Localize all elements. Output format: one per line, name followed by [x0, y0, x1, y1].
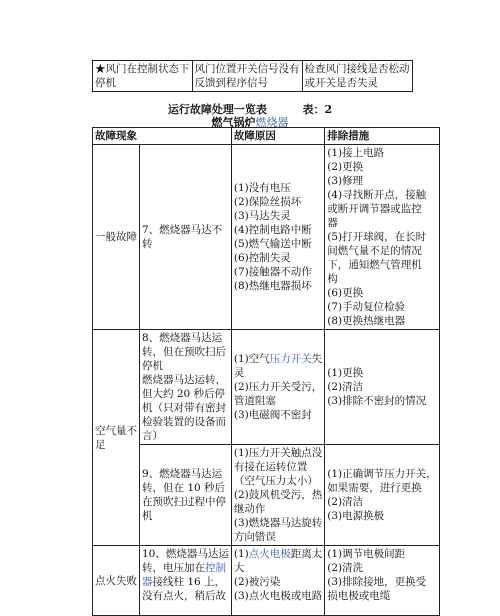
header-measure: 排除措施	[325, 128, 439, 145]
cell-line: (2)更换	[327, 161, 364, 173]
cause-text: 失	[311, 353, 323, 365]
cell-line	[234, 547, 322, 561]
cell-line: (1)没有电压	[233, 182, 291, 194]
cell-line: (3)电磁阀不密封	[233, 409, 312, 421]
fault-phenomenon-cell	[93, 61, 193, 92]
fault-cause-cell	[192, 61, 302, 92]
cell-line: (3)点火电极或电路	[233, 590, 323, 602]
cell-line: 风门位置开关信号没有	[194, 63, 300, 75]
table-row	[93, 330, 440, 445]
cell-line: (1)压力开关触点没	[233, 447, 323, 459]
cell-line: 反馈到程序信号	[194, 77, 268, 89]
cell-line: (7)接触器不动作	[233, 266, 312, 278]
header-row	[93, 128, 440, 145]
cell-line: (8)更换热继电器	[327, 315, 406, 327]
cell-line: (2)鼓风机受污，热	[233, 489, 323, 501]
cell-line: (6)更换	[327, 287, 364, 299]
cell-line: 点火失败	[95, 574, 137, 587]
measure-cell	[325, 546, 439, 616]
cell-line: 9、燃烧器马达运	[142, 468, 223, 480]
cell-line: (2)清洁	[327, 496, 364, 508]
cell-line: (3)燃烧器马达旋转	[233, 517, 323, 529]
sub-phenomenon-cell	[140, 546, 232, 616]
cell-line: (1)更换	[327, 367, 364, 379]
sub-text: 转，电压加在	[142, 562, 205, 574]
cell-line: 转	[142, 238, 153, 250]
cell-line: (3)马达失灵	[233, 210, 291, 222]
cell-line: 8、燃烧器马达运	[142, 332, 223, 344]
cell-line: (2)被污染	[233, 576, 281, 588]
burner-link[interactable]: 燃烧器	[255, 116, 289, 129]
cause-text: (1)	[233, 548, 249, 560]
table-row	[93, 61, 413, 92]
cell-line: 间燃气量不足的情况	[327, 245, 422, 257]
cause-cell	[231, 546, 324, 616]
cell-line: 空气量不	[95, 424, 137, 437]
fault-measure-cell	[302, 61, 412, 92]
cell-line: 或开关是否失灵	[304, 77, 378, 89]
cell-line: (3)排除不密封的情况	[327, 395, 427, 407]
fault-handling-table	[92, 127, 440, 616]
pressure-switch-link[interactable]: 压力开关	[269, 353, 312, 365]
cell-line: 没有点火，稍后故	[142, 590, 226, 602]
cell-line: 构	[327, 273, 338, 285]
title-main: 运行故障处理一览表	[167, 103, 267, 116]
cell-line: 有接在运转位置	[233, 461, 308, 473]
sub-text: 接线柱 16 上，	[152, 576, 226, 588]
cell-line	[142, 561, 229, 575]
cell-line: 燃烧器马达运转，	[142, 374, 226, 386]
cell-line: 言）	[142, 430, 163, 442]
cause-cell	[231, 145, 324, 330]
cell-line: (5)打开球阀，在长时	[327, 231, 427, 243]
cell-line: 机（只对带有密封	[142, 402, 226, 414]
ignition-electrode-link[interactable]: 点火电极	[248, 548, 291, 560]
table-number: 表：2	[302, 103, 333, 116]
cell-line: (2)保险丝损坏	[233, 196, 302, 208]
cell-line	[142, 575, 229, 589]
table-row	[93, 445, 440, 546]
cell-line: (1)正确调节压力开关，	[327, 468, 437, 480]
sub-phenomenon-cell	[140, 445, 232, 546]
previous-fault-table	[92, 60, 413, 92]
sub-phenomenon-cell	[140, 145, 232, 330]
cell-line: (7)手动复位检验	[327, 301, 406, 313]
cell-line: 方向错误	[233, 531, 276, 543]
cell-line: 大	[233, 562, 245, 574]
cell-line: 转，但在 10 秒后	[142, 482, 226, 494]
cell-line: 如果需要，进行更换	[327, 482, 422, 494]
cause-cell	[231, 445, 324, 546]
header-phenomenon: 故障现象	[93, 128, 232, 145]
cell-line: (2)压力开关受污，	[233, 381, 323, 393]
cell-line: (3)修理	[327, 175, 364, 187]
cell-line: (8)热继电器损坏	[233, 280, 312, 292]
controller-link[interactable]: 控制	[205, 562, 226, 574]
cell-line: (2)清洁	[327, 381, 364, 393]
cell-line: (5)燃气输送中断	[233, 238, 312, 250]
cell-line: 下，通知燃气管理机	[327, 259, 422, 271]
cell-line: (4)寻找断开点，接触	[327, 189, 427, 201]
cause-text: 距离太	[290, 548, 323, 560]
header-cause: 故障原因	[231, 128, 324, 145]
cell-line: (6)控制失灵	[233, 252, 291, 264]
measure-cell	[325, 145, 439, 330]
cell-line: （空气压力太小）	[233, 475, 318, 487]
cell-line: 7、燃烧器马达不	[142, 224, 223, 236]
cell-line	[234, 352, 322, 366]
controller-link[interactable]: 器	[142, 576, 153, 588]
cell-line: (4)控制电路中断	[233, 224, 312, 236]
cell-line: ★风门在控制状态下	[95, 63, 190, 75]
phenomenon-cell	[93, 330, 140, 546]
cell-line: 停机	[95, 77, 116, 89]
table-row	[93, 145, 440, 330]
measure-cell	[325, 330, 439, 445]
cell-line: 检验装置的设备而	[142, 416, 226, 428]
subtitle-text: 燃气锅炉	[211, 116, 256, 129]
cell-line: (3)排除接地，更换受	[327, 576, 427, 588]
cell-line: 检查风门接线是否松动	[304, 63, 410, 75]
measure-cell	[325, 445, 439, 546]
cell-line: 损电极或电缆	[327, 590, 391, 602]
cell-line: 但大约 20 秒后停	[142, 388, 226, 400]
cause-cell	[231, 330, 324, 445]
cell-line: 在预吹扫过程中停	[142, 496, 226, 508]
cell-line: 或断开调节器或监控	[327, 203, 422, 215]
cell-line: 机	[142, 510, 153, 522]
cell-line: (1)调节电极间距	[327, 548, 406, 560]
cell-line: (1)接上电路	[327, 147, 385, 159]
cell-line: 管道阻塞	[233, 395, 276, 407]
cause-text: (1)空气	[233, 353, 270, 365]
phenomenon-cell	[93, 546, 140, 616]
cell-line: 10、燃烧器马达运	[142, 548, 229, 560]
cell-line: 继动作	[233, 503, 266, 515]
cell-line: 一般故障	[95, 231, 137, 243]
cell-line: 足	[95, 438, 106, 451]
cell-line: 器	[327, 217, 338, 229]
sub-phenomenon-cell	[140, 330, 232, 445]
cell-line: (2)清洗	[327, 562, 364, 574]
cell-line: 停机	[142, 360, 163, 372]
cell-line: (3)电源换极	[327, 510, 385, 522]
cell-line: 转，但在预吹扫后	[142, 346, 226, 358]
cell-line: 灵	[233, 367, 245, 379]
phenomenon-cell	[93, 145, 140, 330]
table-row	[93, 546, 440, 616]
